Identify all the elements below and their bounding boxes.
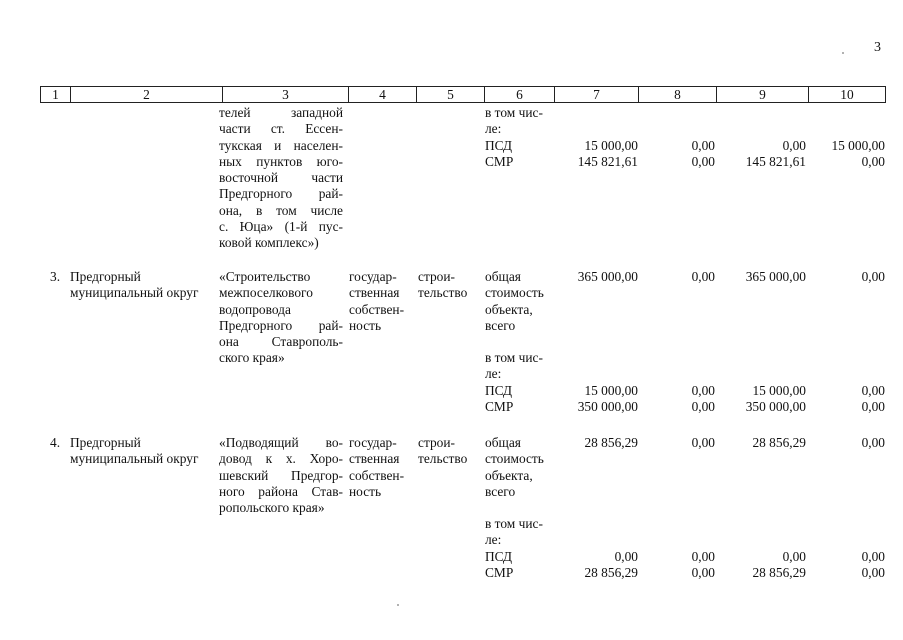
column-header-9: 9 — [716, 86, 808, 103]
cell-psd-c9: 0,00 — [782, 137, 806, 153]
object-name-continuation: телей западной части ст. Ессен- тукская и населен- ных пунктов юго- восточной части Предгорного рай- она, в том числе с. Юца» (1-й пус- ковой комплекс») — [219, 105, 343, 251]
cell-smr-c7: 350 000,00 — [577, 398, 638, 414]
cell-total-c7: 28 856,29 — [584, 435, 638, 450]
scan-speck — [842, 52, 844, 54]
cell-total-c9: 365 000,00 — [745, 269, 806, 284]
column-header-10: 10 — [808, 86, 886, 103]
cell-psd-c8: 0,00 — [691, 382, 715, 398]
column-header-6: 6 — [484, 86, 554, 103]
column-header-5: 5 — [416, 86, 484, 103]
cell-smr-c8: 0,00 — [691, 398, 715, 414]
column-header-7: 7 — [554, 86, 638, 103]
cell-psd-c10: 0,00 — [861, 382, 885, 398]
cell-smr-c9: 28 856,29 — [752, 564, 806, 580]
work-type: строи- тельство — [418, 269, 468, 301]
cost-label: общая стоимость объекта, всего — [485, 435, 544, 499]
scan-speck — [397, 604, 399, 606]
cell-smr-c9: 350 000,00 — [745, 398, 806, 414]
object-name: «Строительство межпоселкового водопровода Предгорного рай- она Ставрополь- ского края» — [219, 269, 343, 366]
cost-label-continuation: в том чис- ле: ПСД СМР — [485, 105, 543, 169]
district-name: Предгорный муниципальный округ — [70, 269, 199, 301]
work-type: строи- тельство — [418, 435, 468, 467]
cell-smr-c8: 0,00 — [691, 564, 715, 580]
cell-psd-c7: 15 000,00 — [584, 382, 638, 398]
cell-total-c8: 0,00 — [691, 269, 715, 284]
cell-smr-c9: 145 821,61 — [745, 153, 806, 169]
ownership-form: государ- ственная собствен- ность — [349, 435, 405, 499]
cell-smr-c8: 0,00 — [691, 153, 715, 169]
column-header-2: 2 — [70, 86, 222, 103]
cost-label: общая стоимость объекта, всего — [485, 269, 544, 333]
cell-smr-c10: 0,00 — [861, 564, 885, 580]
cell-psd-c8: 0,00 — [691, 137, 715, 153]
page-number: 3 — [874, 40, 881, 55]
cell-psd-c8: 0,00 — [691, 548, 715, 564]
column-header-4: 4 — [348, 86, 416, 103]
cell-total-c9: 28 856,29 — [752, 435, 806, 450]
including-label: в том чис- ле: ПСД СМР — [485, 516, 543, 580]
cell-smr-c10: 0,00 — [861, 153, 885, 169]
cell-smr-c10: 0,00 — [861, 398, 885, 414]
cell-psd-c10: 0,00 — [861, 548, 885, 564]
cell-total-c10: 0,00 — [861, 435, 885, 450]
column-header-8: 8 — [638, 86, 716, 103]
cell-psd-c9: 15 000,00 — [752, 382, 806, 398]
district-name: Предгорный муниципальный округ — [70, 435, 199, 467]
column-header-1: 1 — [40, 86, 70, 103]
column-header-3: 3 — [222, 86, 348, 103]
cell-psd-c9: 0,00 — [782, 548, 806, 564]
cell-total-c10: 0,00 — [861, 269, 885, 284]
cell-total-c7: 365 000,00 — [577, 269, 638, 284]
object-name: «Подводящий во- довод к х. Хоро- шевский Предгор- ного района Став- ропольского края» — [219, 435, 343, 516]
cell-psd-c7: 15 000,00 — [584, 137, 638, 153]
row-number: 3. — [50, 269, 61, 284]
ownership-form: государ- ственная собствен- ность — [349, 269, 405, 333]
row-number: 4. — [50, 435, 61, 450]
cell-psd-c7: 0,00 — [614, 548, 638, 564]
cell-smr-c7: 145 821,61 — [577, 153, 638, 169]
including-label: в том чис- ле: ПСД СМР — [485, 350, 543, 414]
cell-psd-c10: 15 000,00 — [831, 137, 885, 153]
cell-smr-c7: 28 856,29 — [584, 564, 638, 580]
cell-total-c8: 0,00 — [691, 435, 715, 450]
